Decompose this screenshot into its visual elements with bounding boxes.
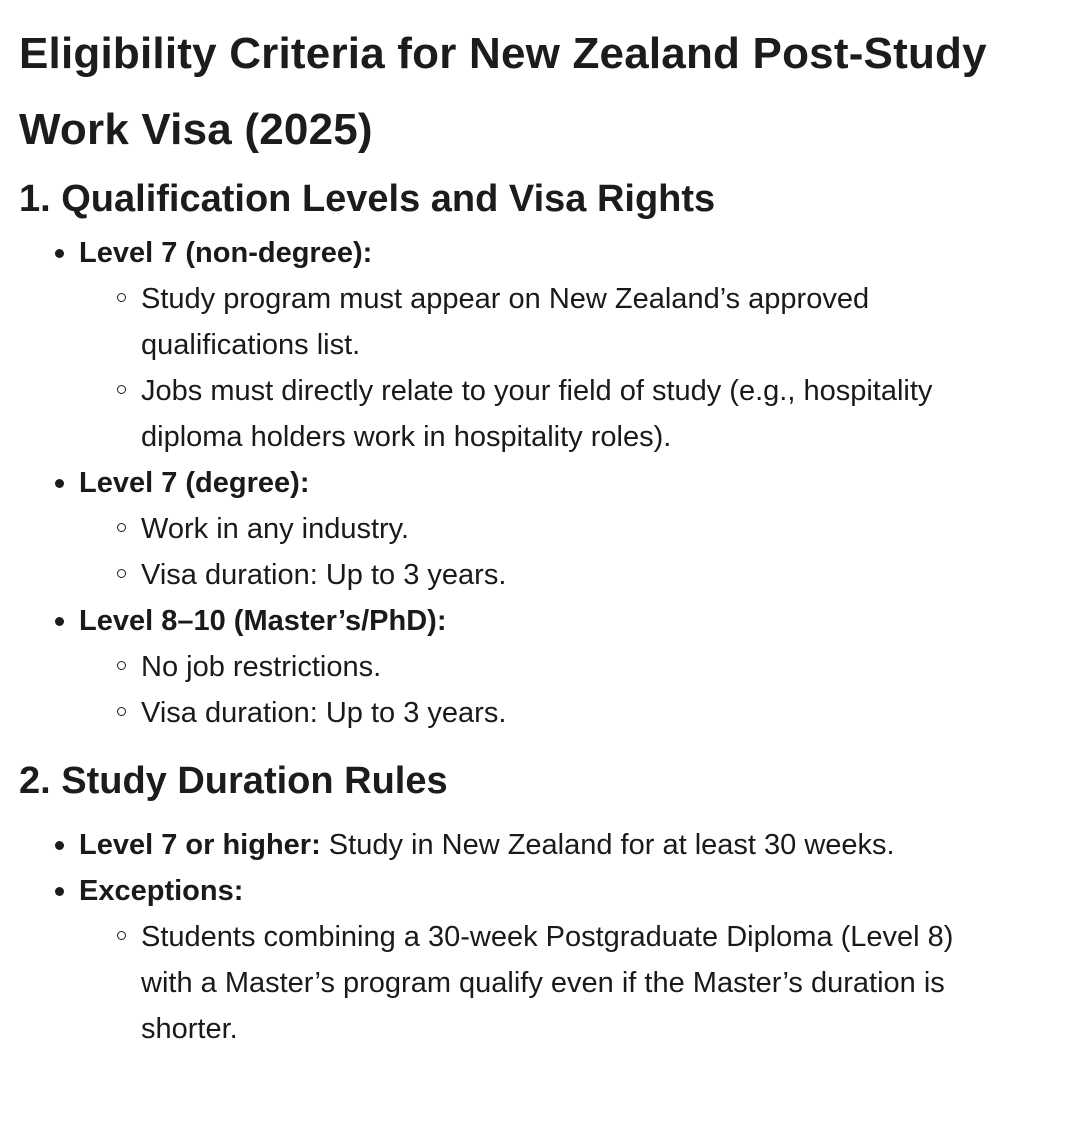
sub-list-item: Students combining a 30-week Postgraduate Diploma (Level 8) with a Master’s program qualify even if the Master’s duration is shorter.: [141, 914, 981, 1052]
list-item-label: Exceptions:: [79, 875, 244, 907]
sub-list-item: Jobs must directly relate to your field of study (e.g., hospitality diploma holders work in hospitality roles).: [141, 368, 991, 460]
section-heading-qualification-levels: 1. Qualification Levels and Visa Rights: [19, 178, 716, 220]
sub-list-item: Study program must appear on New Zealand’s approved qualifications list.: [141, 276, 991, 368]
list-item-level7-or-higher: [79, 822, 929, 868]
page-title: Eligibility Criteria for New Zealand Post-Study Work Visa (2025): [19, 29, 987, 154]
sub-list: [79, 276, 1060, 460]
list-item-level7-degree: [79, 460, 1060, 598]
sub-list-item: Visa duration: Up to 3 years.: [141, 690, 991, 736]
list-item-label: Level 7 or higher:: [79, 829, 321, 861]
list-item-level7-non-degree: [79, 230, 1060, 460]
sub-list: [79, 644, 1060, 736]
list-item-level8-10: [79, 598, 1060, 736]
section-heading-study-duration: 2. Study Duration Rules: [19, 760, 448, 802]
sub-list-item: Visa duration: Up to 3 years.: [141, 552, 991, 598]
qualification-levels-list: [19, 230, 1060, 736]
sub-list-item: No job restrictions.: [141, 644, 991, 690]
list-item-label: Level 8–10 (Master’s/PhD):: [79, 605, 447, 637]
sub-list-item: Work in any industry.: [141, 506, 991, 552]
list-item-label: Level 7 (degree):: [79, 467, 310, 499]
study-duration-list: [19, 822, 1060, 1052]
sub-list: [79, 506, 1060, 598]
list-item-exceptions: [79, 868, 1060, 1052]
sub-list: [79, 914, 1060, 1052]
list-item-label: Level 7 (non-degree):: [79, 237, 373, 269]
list-item-text: Study in New Zealand for at least 30 weeks.: [320, 829, 895, 861]
